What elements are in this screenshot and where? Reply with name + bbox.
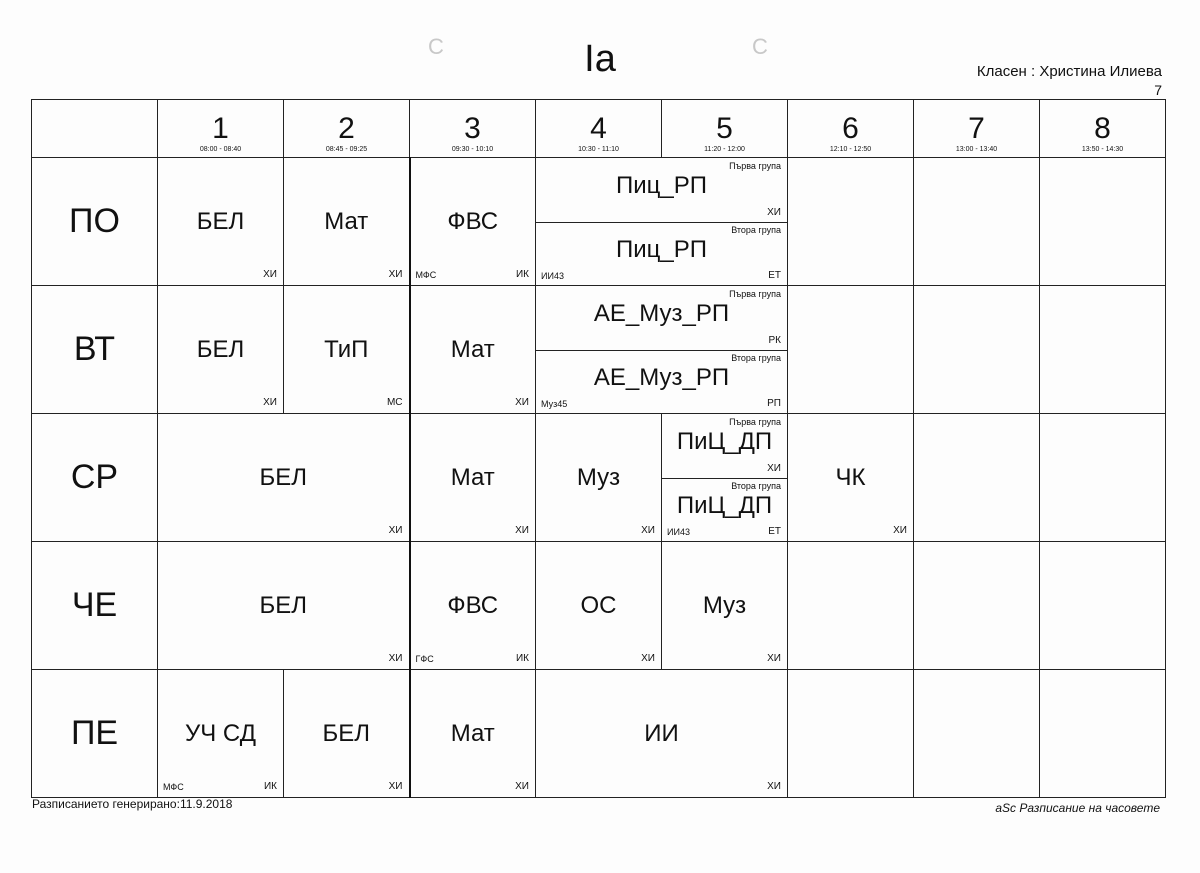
lesson-teacher: ХИ <box>893 525 907 536</box>
group-label: Втора група <box>731 480 781 491</box>
period-time: 13:00 - 13:40 <box>955 146 998 153</box>
day-label: ВТ <box>32 286 158 414</box>
empty-cell <box>914 670 1040 798</box>
group-lesson-2 <box>536 350 787 414</box>
punch-mark: C <box>428 34 444 59</box>
lesson-teacher: ЕТ <box>768 270 781 281</box>
lesson-subject: ПиЦ_ДП <box>676 491 773 519</box>
generated-date: Разписанието генерирано:11.9.2018 <box>32 797 233 811</box>
lesson-teacher: ХИ <box>388 269 403 280</box>
empty-cell <box>914 542 1040 670</box>
lesson-subject: АЕ_Муз_РП <box>593 300 730 327</box>
day-label: СР <box>32 414 158 542</box>
period-header <box>1040 100 1166 158</box>
corner-cell <box>32 100 158 158</box>
lesson-cell <box>536 542 662 670</box>
lesson-cell <box>410 158 536 286</box>
lesson-subject: Пиц_РП <box>615 172 707 199</box>
period-header <box>536 100 662 158</box>
lesson-cell <box>410 286 536 414</box>
lesson-subject: УЧ СД <box>185 719 256 747</box>
period-number: 6 <box>842 112 859 145</box>
period-header <box>788 100 914 158</box>
lesson-subject: БЕЛ <box>322 719 370 747</box>
lesson-cell <box>284 286 410 414</box>
group-lesson-1 <box>536 158 787 223</box>
lesson-cell <box>284 158 410 286</box>
lesson-subject: ФВС <box>447 591 499 619</box>
period-time: 12:10 - 12:50 <box>829 146 872 153</box>
empty-cell <box>788 286 914 414</box>
empty-cell <box>914 158 1040 286</box>
period-number: 3 <box>464 112 481 145</box>
lesson-room: МФС <box>415 270 437 280</box>
period-time: 08:45 - 09:25 <box>325 146 368 153</box>
group-label: Втора група <box>731 224 781 235</box>
lesson-teacher: ХИ <box>641 653 655 664</box>
lesson-subject: Пиц_РП <box>615 235 707 263</box>
group-label: Първа група <box>729 289 781 299</box>
lesson-subject: Мат <box>450 719 495 747</box>
period-header <box>410 100 536 158</box>
lesson-room: ИИ43 <box>541 271 564 281</box>
period-time: 10:30 - 11:10 <box>578 146 619 153</box>
day-row-wed <box>32 414 1166 542</box>
lesson-teacher: ХИ <box>767 462 781 474</box>
lesson-cell <box>158 670 284 798</box>
lesson-teacher: МС <box>386 397 403 408</box>
lesson-cell-split <box>536 158 788 286</box>
lesson-teacher: ХИ <box>388 653 403 664</box>
lesson-cell-split <box>662 414 788 542</box>
lesson-subject: ИИ <box>644 719 679 747</box>
period-time: 13:50 - 14:30 <box>1081 146 1124 153</box>
period-header <box>284 100 410 158</box>
lesson-teacher: ХИ <box>767 781 781 792</box>
day-row-tue <box>32 286 1166 414</box>
group-label: Първа група <box>729 417 781 427</box>
software-credit: aSc Разписание на часовете <box>995 801 1160 815</box>
empty-cell <box>914 414 1040 542</box>
lesson-cell <box>662 542 788 670</box>
lesson-teacher: ХИ <box>388 781 403 792</box>
lesson-subject: Мат <box>324 207 369 235</box>
lesson-cell <box>158 286 284 414</box>
lesson-teacher: РП <box>767 398 781 409</box>
day-label: ПЕ <box>32 670 158 798</box>
lesson-cell <box>410 414 536 542</box>
lesson-subject: БЕЛ <box>196 335 245 363</box>
day-label: ПО <box>32 158 158 286</box>
timetable <box>31 99 1166 798</box>
period-number: 1 <box>212 112 229 145</box>
lesson-room: МФС <box>163 782 184 792</box>
lesson-teacher: ХИ <box>515 781 529 792</box>
empty-cell <box>788 670 914 798</box>
lesson-teacher: РК <box>768 334 781 346</box>
period-number: 8 <box>1094 112 1111 145</box>
lesson-subject: Мат <box>450 463 495 491</box>
lesson-subject: Муз <box>702 591 747 619</box>
lesson-teacher: ХИ <box>263 269 277 280</box>
period-header-row <box>32 100 1166 158</box>
period-header <box>662 100 788 158</box>
punch-mark: C <box>752 34 768 59</box>
empty-cell <box>788 158 914 286</box>
lesson-cell <box>536 414 662 542</box>
lesson-subject: БЕЛ <box>259 463 307 491</box>
lesson-cell <box>158 542 410 670</box>
day-label: ЧЕ <box>32 542 158 670</box>
lesson-teacher: ИК <box>515 269 529 280</box>
period-time: 11:20 - 12:00 <box>704 146 745 153</box>
class-teacher: Класен : Христина Илиева <box>976 63 1162 80</box>
lesson-teacher: ИК <box>263 781 277 792</box>
lesson-subject: ЧК <box>835 463 866 491</box>
lesson-subject: Мат <box>450 335 495 363</box>
lesson-cell <box>284 670 410 798</box>
lesson-subject: Муз <box>576 463 621 491</box>
lesson-cell <box>410 670 536 798</box>
lesson-teacher: ХИ <box>515 397 529 408</box>
lesson-teacher: ХИ <box>767 206 781 218</box>
class-title: Ia <box>584 38 616 80</box>
lesson-cell <box>410 542 536 670</box>
period-number: 5 <box>716 112 733 145</box>
group-lesson-1 <box>662 414 787 479</box>
lesson-room: ИИ43 <box>667 527 690 537</box>
lesson-teacher: ХИ <box>767 653 781 664</box>
period-time: 08:00 - 08:40 <box>199 146 242 153</box>
empty-cell <box>1040 158 1166 286</box>
lesson-subject: ТиП <box>324 335 369 363</box>
lesson-cell <box>788 414 914 542</box>
lesson-teacher: ХИ <box>263 397 277 408</box>
lesson-cell <box>158 414 410 542</box>
period-number: 7 <box>968 112 985 145</box>
day-row-fri <box>32 670 1166 798</box>
lesson-room: Муз45 <box>541 399 568 409</box>
group-label: Първа група <box>729 161 781 171</box>
empty-cell <box>1040 414 1166 542</box>
group-label: Втора група <box>731 352 781 363</box>
empty-cell <box>914 286 1040 414</box>
empty-cell <box>788 542 914 670</box>
period-time: 09:30 - 10:10 <box>451 146 494 153</box>
lesson-subject: АЕ_Муз_РП <box>593 363 730 391</box>
lesson-teacher: ЕТ <box>768 526 781 537</box>
group-lesson-2 <box>662 478 787 542</box>
day-row-mon <box>32 158 1166 286</box>
day-row-thu <box>32 542 1166 670</box>
lesson-teacher: ХИ <box>515 525 529 536</box>
group-lesson-2 <box>536 222 787 286</box>
period-number: 2 <box>338 112 355 145</box>
empty-cell <box>1040 542 1166 670</box>
lesson-subject: БЕЛ <box>196 207 245 235</box>
page-number: 7 <box>1154 82 1162 98</box>
lesson-teacher: ИК <box>515 653 529 664</box>
lesson-cell-split <box>536 286 788 414</box>
lesson-teacher: ХИ <box>641 525 655 536</box>
group-lesson-1 <box>536 286 787 351</box>
lesson-subject: ОС <box>580 591 617 619</box>
lesson-room: ГФС <box>415 654 434 664</box>
lesson-cell <box>536 670 788 798</box>
period-header <box>914 100 1040 158</box>
lesson-teacher: ХИ <box>388 525 403 536</box>
lesson-subject: БЕЛ <box>259 591 307 619</box>
lesson-subject: ПиЦ_ДП <box>676 428 773 455</box>
period-header <box>158 100 284 158</box>
period-number: 4 <box>590 112 607 145</box>
lesson-subject: ФВС <box>447 207 499 235</box>
empty-cell <box>1040 286 1166 414</box>
lesson-cell <box>158 158 284 286</box>
empty-cell <box>1040 670 1166 798</box>
